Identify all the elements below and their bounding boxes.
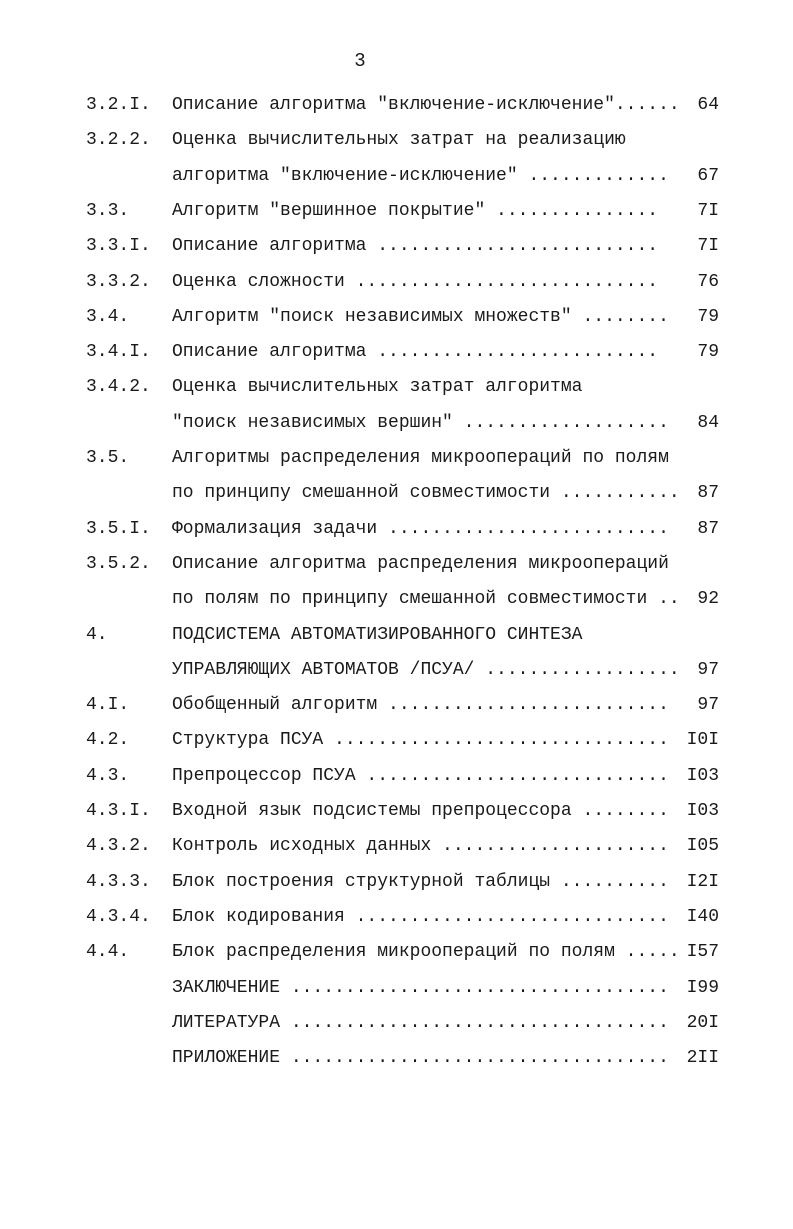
toc-section-number: 4.2. <box>86 730 130 751</box>
toc-section-number: 3.2.2. <box>86 130 151 151</box>
toc-entry <box>0 902 793 932</box>
toc-page-number: 87 <box>697 483 719 504</box>
toc-section-title: Входной язык подсистемы препроцессора ........ <box>172 801 669 821</box>
toc-section-number: 4.I. <box>86 695 130 716</box>
toc-entry <box>0 372 793 402</box>
toc-page-number: 79 <box>697 306 719 327</box>
toc-page-number: 67 <box>697 165 719 186</box>
toc-page-number: 97 <box>697 695 719 716</box>
toc-section-title: Обобщенный алгоритм .......................... <box>172 695 669 716</box>
toc-section-number: 4.3.I. <box>86 801 151 821</box>
toc-section-title: Оценка вычислительных затрат на реализацию <box>172 130 626 151</box>
toc-section-number: 4.4. <box>86 942 130 963</box>
toc-section-title: ЛИТЕРАТУРА ................................... <box>172 1012 669 1033</box>
toc-section-title: Алгоритм "вершинное покрытие" ............... <box>172 200 659 221</box>
toc-section-title: "поиск независимых вершин" ................... <box>172 412 669 433</box>
toc-section-title: ЗАКЛЮЧЕНИЕ ................................... <box>172 977 669 998</box>
toc-section-number: 4.3.4. <box>86 906 151 927</box>
toc-section-number: 4. <box>86 624 108 645</box>
toc-section-number: 3.3.2. <box>86 271 151 292</box>
toc-section-number: 4.3.3. <box>86 871 151 892</box>
toc-entry <box>0 302 793 332</box>
toc-entry <box>0 478 793 508</box>
toc-section-title: Оценка вычислительных затрат алгоритма <box>172 377 583 398</box>
toc-section-number: 4.3.2. <box>86 836 151 857</box>
toc-section-number: 3.5.I. <box>86 518 151 539</box>
toc-section-number: 3.4.I. <box>86 342 151 363</box>
toc-section-title: Оценка сложности ............................ <box>172 271 659 292</box>
toc-section-title: Препроцессор ПСУА ............................ <box>172 765 669 786</box>
toc-section-number: 4.3. <box>86 765 130 786</box>
toc-section-number: 3.5.2. <box>86 553 151 574</box>
toc-page-number: 84 <box>697 412 719 433</box>
toc-section-title: Алгоритмы распределения микроопераций по полям <box>172 448 669 468</box>
toc-entry <box>0 231 793 261</box>
toc-entry <box>0 196 793 226</box>
toc-entry <box>0 337 793 367</box>
toc-entry <box>0 90 793 120</box>
toc-section-title: ПОДСИСТЕМА АВТОМАТИЗИРОВАННОГО СИНТЕЗА <box>172 624 583 645</box>
toc-section-title: по полям по принципу смешанной совместимости .. <box>172 589 680 610</box>
toc-entry <box>0 831 793 861</box>
toc-section-title: по принципу смешанной совместимости ........... <box>172 483 680 504</box>
toc-page-number: 20I <box>686 1012 719 1033</box>
toc-page-number: 79 <box>697 342 719 363</box>
toc-entry <box>0 620 793 650</box>
toc-section-number: 3.5. <box>86 448 130 468</box>
toc-entry <box>0 267 793 297</box>
toc-page-number: I03 <box>686 765 719 786</box>
toc-page-number: 92 <box>697 589 719 610</box>
toc-page-number: I40 <box>686 906 719 927</box>
toc-section-title: Блок построения структурной таблицы .......... <box>172 871 669 892</box>
toc-section-number: 3.2.I. <box>86 95 151 115</box>
toc-page-number: 2II <box>686 1048 719 1069</box>
toc-entry <box>0 408 793 438</box>
toc-entry <box>0 161 793 191</box>
toc-page-number: I57 <box>686 942 719 963</box>
toc-page-number: I03 <box>686 801 719 821</box>
toc-section-number: 3.4.2. <box>86 377 151 398</box>
toc-section-title: Контроль исходных данных ..................... <box>172 836 669 857</box>
toc-entry <box>0 867 793 897</box>
toc-entry <box>0 125 793 155</box>
toc-section-title: ПРИЛОЖЕНИЕ ................................... <box>172 1048 669 1069</box>
toc-section-title: Алгоритм "поиск независимых множеств" ........ <box>172 306 669 327</box>
toc-section-number: 3.4. <box>86 306 130 327</box>
toc-page-number: 76 <box>697 271 719 292</box>
toc-section-title: УПРАВЛЯЮЩИХ АВТОМАТОВ /ПСУА/ .................. <box>172 659 680 680</box>
toc-entry <box>0 761 793 791</box>
toc-page-number: 97 <box>697 659 719 680</box>
toc-entry <box>0 725 793 755</box>
toc-section-title: алгоритма "включение-исключение" ............. <box>172 165 669 186</box>
toc-entry <box>0 1008 793 1038</box>
toc-entry <box>0 937 793 967</box>
toc-entry <box>0 514 793 544</box>
toc-section-number: 3.3.I. <box>86 236 151 257</box>
toc-entry <box>0 796 793 826</box>
toc-section-title: Описание алгоритма распределения микроопераций <box>172 553 669 574</box>
toc-section-title: Структура ПСУА ............................... <box>172 730 669 751</box>
toc-section-title: Блок распределения микроопераций по полям ..... <box>172 942 680 963</box>
toc-page-number: I99 <box>686 977 719 998</box>
toc-section-title: Описание алгоритма "включение-исключение"...... <box>172 95 680 115</box>
toc-section-title: Описание алгоритма .......................... <box>172 342 659 363</box>
toc-page-number: I0I <box>686 730 719 751</box>
toc-section-number: 3.3. <box>86 200 130 221</box>
toc-page-number: 7I <box>697 236 719 257</box>
toc-page-number: I2I <box>686 871 719 892</box>
toc-section-title: Блок кодирования ............................. <box>172 906 669 927</box>
page-number: 3 <box>354 50 366 72</box>
toc-page-number: 64 <box>697 95 719 115</box>
toc-entry <box>0 690 793 720</box>
toc-entry <box>0 584 793 614</box>
toc-entry <box>0 549 793 579</box>
toc-section-title: Формализация задачи .......................... <box>172 518 669 539</box>
toc-entry <box>0 1043 793 1073</box>
toc-page-number: I05 <box>686 836 719 857</box>
toc-entry <box>0 655 793 685</box>
toc-page-number: 87 <box>697 518 719 539</box>
toc-page-number: 7I <box>697 200 719 221</box>
toc-entry <box>0 443 793 473</box>
toc-entry <box>0 973 793 1003</box>
toc-section-title: Описание алгоритма .......................... <box>172 236 659 257</box>
